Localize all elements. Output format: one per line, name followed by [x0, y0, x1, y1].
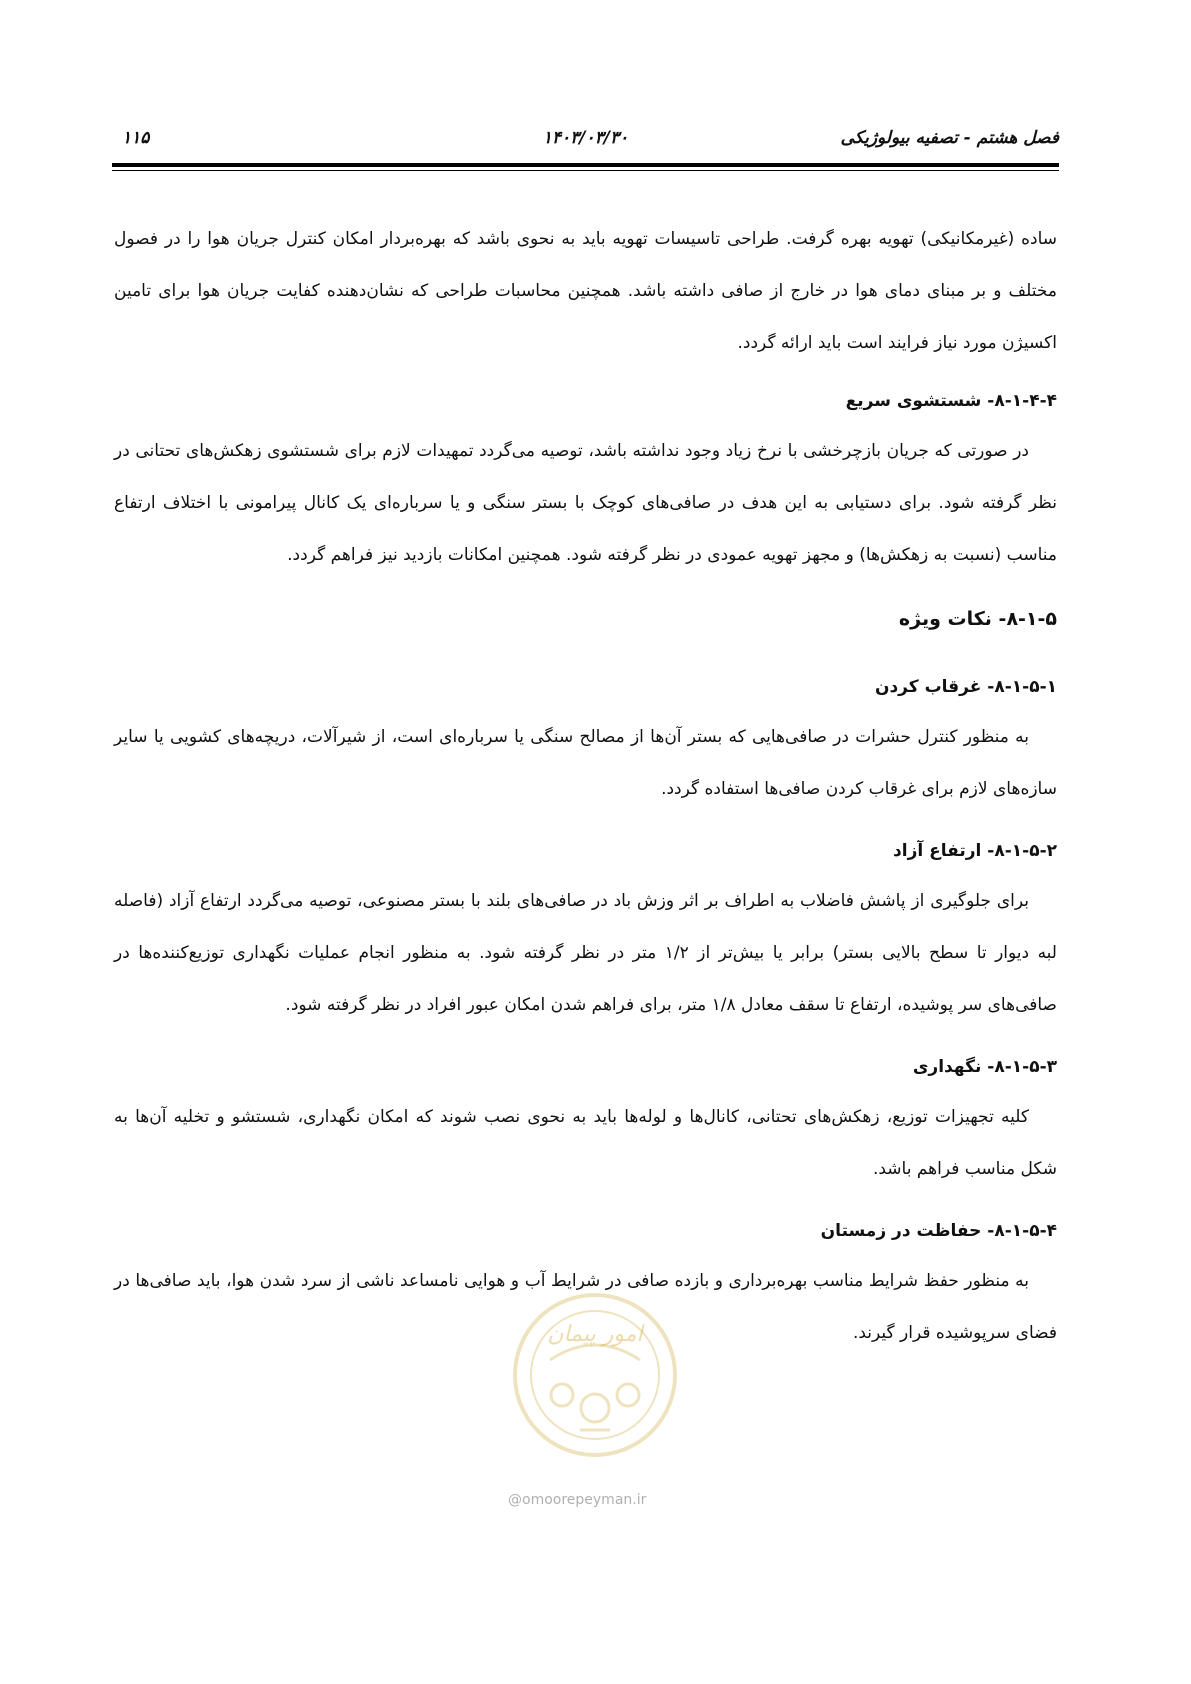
paragraph-8-1-4-4: در صورتی که جریان بازچرخشی با نرخ زیاد وجود نداشته باشد، توصیه می‌گردد تمهیدات لازم برای شستشوی زهکش‌های تحتانی در نظر گرفته شود. برای دستیابی به این هدف در صافی‌های کوچک با بستر سنگی و یا سرباره‌ای یک کانال پیرامونی با اختلاف ارتفاع مناسب (نسبت به زهکش‌ها) و مجهز تهویه عمودی در نظر گرفته شود. همچنین امکانات بازدید نیز فراهم گردد. — [114, 441, 1057, 565]
heading-8-1-5-4: ۸-۱-۵-۴- حفاظت در زمستان — [820, 1221, 1057, 1241]
watermark-site: @omoorepeyman.ir — [508, 1492, 647, 1508]
header-rule-thick — [112, 163, 1059, 167]
watermark-logo-text: امور پیمان — [547, 1322, 643, 1347]
heading-8-1-5-3: ۸-۱-۵-۳- نگهداری — [912, 1057, 1057, 1077]
paragraph-8-1-5-1: به منظور کنترل حشرات در صافی‌هایی که بستر آن‌ها از مصالح سنگی یا سرباره‌ای است، از شیرآلات، دریچه‌های کشویی یا سایر سازه‌های لازم برای غرقاب کردن صافی‌ها استفاده گردد. — [114, 727, 1057, 799]
page-header — [112, 128, 1059, 158]
heading-8-1-4-4: ۸-۱-۴-۴- شستشوی سریع — [845, 391, 1057, 411]
intro-paragraph: ساده (غیرمکانیکی) تهویه بهره گرفت. طراحی تاسیسات تهویه باید به نحوی باشد که بهره‌بردار امکان کنترل جریان هوا را در فصول مختلف و بر مبنای دمای هوا در خارج از صافی داشته باشد. همچنین محاسبات طراحی که نشان‌دهنده کفایت جریان هوا برای تامین اکسیژن مورد نیاز فرایند است باید ارائه گردد. — [114, 229, 1057, 353]
page-body — [114, 213, 1057, 1359]
heading-8-1-5-1: ۸-۱-۵-۱- غرقاب کردن — [874, 677, 1057, 697]
paragraph-8-1-5-2: برای جلوگیری از پاشش فاضلاب به اطراف بر اثر وزش باد در صافی‌های بلند با بستر مصنوعی، توصیه می‌گردد ارتفاع آزاد (فاصله لبه دیوار تا سطح بالایی بستر) برابر یا بیش‌تر از ۱/۲ متر در نظر گرفته شود. به منظور انجام عملیات نگهداری توزیع‌کننده‌ها در صافی‌های سر پوشیده، ارتفاع تا سقف معادل ۱/۸ متر، برای فراهم شدن امکان عبور افراد در نظر گرفته شود. — [114, 891, 1057, 1015]
header-rule-thin — [112, 170, 1059, 171]
chapter-title: فصل هشتم - تصفیه بیولوژیکی — [840, 128, 1059, 148]
paragraph-8-1-5-3: کلیه تجهیزات توزیع، زهکش‌های تحتانی، کانال‌ها و لوله‌ها باید به نحوی نصب شوند که امکان نگهداری، شستشو و تخلیه آن‌ها به شکل مناسب فراهم باشد. — [114, 1107, 1057, 1179]
heading-8-1-5-2: ۸-۱-۵-۲- ارتفاع آزاد — [893, 841, 1057, 861]
page-number: ۱۱۵ — [122, 128, 150, 148]
header-date: ۱۴۰۳/۰۳/۳۰ — [542, 128, 629, 148]
seal-logo-icon — [510, 1290, 680, 1460]
paragraph-8-1-5-4: به منظور حفظ شرایط مناسب بهره‌برداری و بازده صافی در شرایط آب و هوایی نامساعد ناشی از سرد شدن هوا، باید صافی‌ها در فضای سرپوشیده قرار گیرند. — [114, 1271, 1057, 1343]
heading-8-1-5: ۸-۱-۵- نکات ویژه — [898, 608, 1057, 630]
